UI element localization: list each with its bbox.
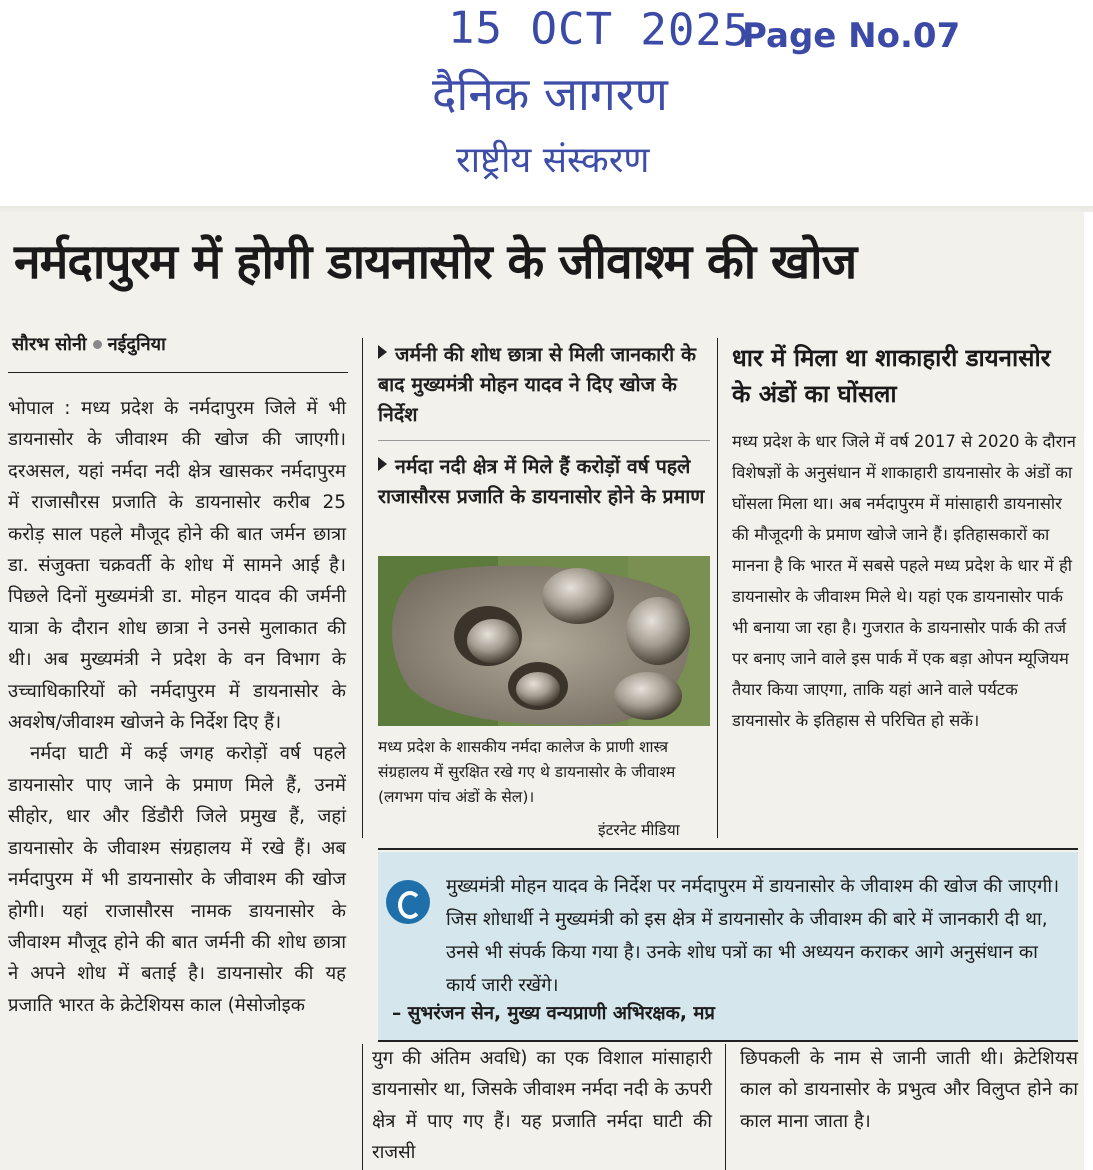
quote-author: – सुभरंजन सेन, मुख्य वन्यप्राणी अभिरक्षक, मप्र [392,1003,715,1024]
column-divider [362,1044,363,1170]
highlight-point-1 [378,340,708,430]
stamp-edition: राष्ट्रीय संस्करण [456,140,650,181]
column-divider [362,338,363,838]
quote-top-rule [378,848,1078,850]
photo-caption: मध्य प्रदेश के शासकीय नर्मदा कालेज के प्राणी शास्त्र संग्रहालय में सुरक्षित रखे गए थे डायनासोर के जीवाश्म (लगभग पांच अंडों के सेल)। [378,738,676,806]
fossil-eggs-photo [378,556,710,726]
photo-credit: इंटरनेट मीडिया [598,821,680,839]
article-column-1 [8,393,346,1021]
quote-bottom-rule [378,1040,1078,1042]
clipping-right-edge [1084,212,1093,1170]
stamp-date: 15 OCT 2025 [447,2,751,57]
stamp-page-value: 07 [912,16,961,56]
stamp-page-label: Page No. [742,16,913,56]
byline [12,332,166,356]
quote-text: मुख्यमंत्री मोहन यादव के निर्देश पर नर्मदापुरम में डायनासोर के जीवाश्म की खोज की जाएगी। जिस शोधार्थी ने मुख्यमंत्री को इस क्षेत्र में डायनासोर के जीवाश्म की बारे में जानकारी दी था, उनसे भी संपर्क किया गया है। उनके शोध पत्रों का भी अध्ययन कराकर आगे अनुसंधान का कार्य जारी रखेंगे। [446,876,1060,996]
highlight-point-2 [378,452,708,512]
bullet-arrow-icon [378,457,387,471]
bullet-arrow-icon [378,345,387,359]
highlight-divider [378,440,710,441]
byline-divider [8,372,348,373]
article-column-2-continued: युग की अंतिम अवधि) का एक विशाल मांसाहारी डायनासोर था, जिसके जीवाश्म नर्मदा नदी के ऊपरी क्षेत्र में पाए गए हैं। यह प्रजाति नर्मदा घाटी की राजसी [372,1048,712,1164]
article-headline: नर्मदापुरम में होगी डायनासोर के जीवाश्म की खोज [14,234,857,290]
byline-organization: नईदुनिया [107,334,166,355]
column-divider [717,338,718,838]
article-paragraph-2: नर्मदा घाटी में कई जगह करोड़ों वर्ष पहले डायनासोर पाए जाने के प्रमाण मिले हैं, उनमें सीहोर, धार और डिंडौरी जिले प्रमुख हैं, जहां डायनासोर के जीवाश्म संग्रहालय में रखे हैं। अब नर्मदापुरम में भी डायनासोर के जीवाश्म की खोज होगी। यहां राजासौरस नामक डायनासोर के जीवाश्म मौजूद होने की बात जर्मनी की शोध छात्रा ने अपने शोध में बताई है। डायनासोर की यह प्रजाति भारत के क्रेटेशियस काल (मेसोजोइक [8,743,346,1016]
highlight-text-1: जर्मनी की शोध छात्रा से मिली जानकारी के बाद मुख्यमंत्री मोहन यादव ने दिए खोज के निर्देश [378,343,696,426]
sidebar-title: धार में मिला था शाकाहारी डायनासोर के अंडों का घोंसला [732,344,1051,408]
stamp-newspaper-name: दैनिक जागरण [432,67,668,121]
byline-dot-icon [93,340,102,349]
clipping-stamp [0,0,1093,210]
quote-icon [386,880,430,924]
byline-author: सौरभ सोनी [12,334,87,355]
fossil-eggs-image [378,556,710,726]
column-divider [725,1044,726,1170]
article-column-3-continued: छिपकली के नाम से जानी जाती थी। क्रेटेशियस काल को डायनासोर के प्रभुत्व और विलुप्त होने का काल माना जाता है। [740,1048,1078,1132]
stamp-page-number [742,16,960,56]
sidebar-body: मध्य प्रदेश के धार जिले में वर्ष 2017 से 2020 के दौरान विशेषज्ञों के अनुसंधान में शाकाहारी डायनासोर के अंडों का घोंसला मिला था। अब नर्मदापुरम में मांसाहारी डायनासोर की मौजूदगी के प्रमाण खोजे जाने हैं। इतिहासकारों का मानना है कि भारत में सबसे पहले मध्य प्रदेश के धार में ही डायनासोर के जीवाश्म मिले थे। यहां एक डायनासोर पार्क भी बनाया जा रहा है। गुजरात के डायनासोर पार्क की तर्ज पर बनाए जाने वाले इस पार्क में एक बड़ा ओपन म्यूजियम तैयार किया जाएगा, ताकि यहां आने वाले पर्यटक डायनासोर के इतिहास से परिचित हो सकें। [732,432,1076,730]
highlight-text-2: नर्मदा नदी क्षेत्र में मिले हैं करोड़ों वर्ष पहले राजासौरस प्रजाति के डायनासोर होने के प्रमाण [378,455,705,508]
article-paragraph-1: भोपाल : मध्य प्रदेश के नर्मदापुरम जिले में भी डायनासोर के जीवाश्म की खोज की जाएगी। दरअसल, यहां नर्मदा नदी क्षेत्र खासकर नर्मदापुरम में राजासौरस प्रजाति के डायनासोर करीब 25 करोड़ साल पहले मौजूद होने की बात जर्मन छात्रा डा. संजुक्ता चक्रवर्ती के शोध में सामने आई है। पिछले दिनों मुख्यमंत्री डा. मोहन यादव की जर्मनी यात्रा के दौरान शोध छात्रा ने उनसे मुलाकात की थी। अब मुख्यमंत्री ने प्रदेश के वन विभाग के उच्चाधिकारियों को नर्मदापुरम में डायनासोर के अवशेष/जीवाश्म खोजने के निर्देश दिए हैं। [8,398,346,734]
